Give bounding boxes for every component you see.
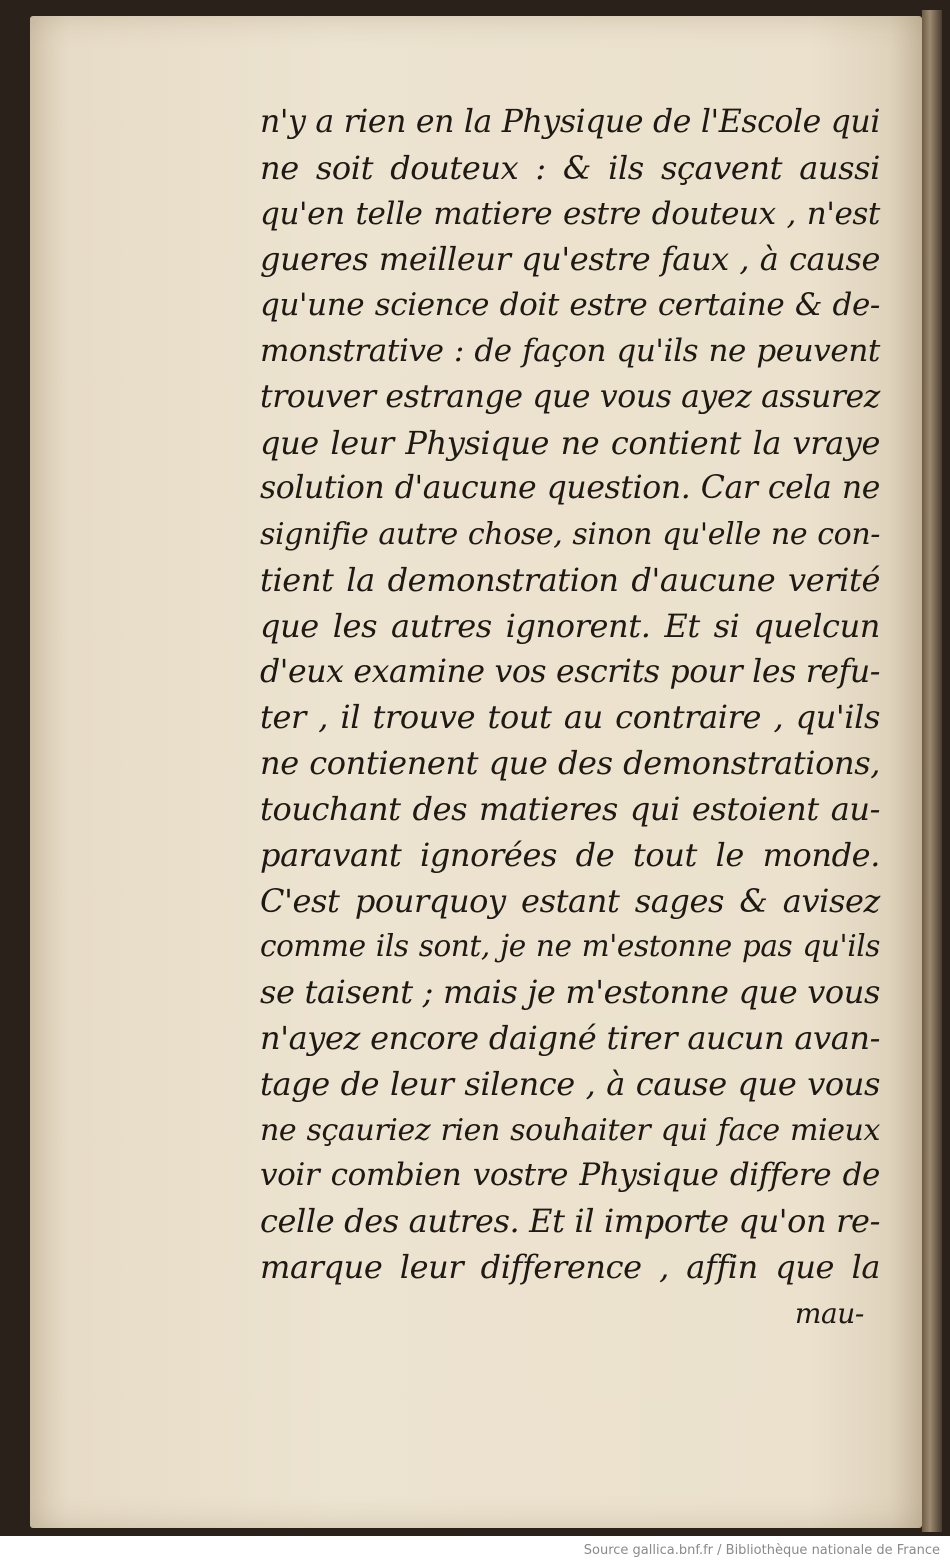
text-line: ter , il trouve tout au contraire , qu'ils <box>260 698 880 737</box>
text-line: se taisent ; mais je m'estonne que vous <box>260 973 880 1012</box>
text-line: marque leur difference , affin que la <box>260 1247 880 1286</box>
text-line: qu'une science doit estre certaine & de- <box>260 287 880 324</box>
catchword: mau- <box>794 1296 864 1330</box>
text-line: tage de leur silence , à cause que vous <box>260 1064 880 1103</box>
text-line: comme ils sont, je ne m'estonne pas qu'ils <box>260 929 880 964</box>
text-line: trouver estrange que vous ayez assurez <box>260 378 880 415</box>
text-line: n'ayez encore daigné tirer aucun avan- <box>260 1018 880 1057</box>
text-line: voir combien vostre Physique differe de <box>260 1157 880 1194</box>
text-line: qu'en telle matiere estre douteux , n'est <box>260 195 880 232</box>
text-line: signifie autre chose, sinon qu'elle ne con- <box>260 517 880 553</box>
text-line: d'eux examine vos escrits pour les refu- <box>260 653 880 690</box>
text-line: ne contienent que des demonstrations, <box>260 744 880 783</box>
page-edge <box>922 10 942 1532</box>
text-line: ne sçauriez rien souhaiter qui face mieux <box>260 1112 880 1148</box>
text-line: paravant ignorées de tout le monde. <box>260 835 880 874</box>
text-line: C'est pourquoy estant sages & avisez <box>260 881 880 920</box>
text-line: ne soit douteux : & ils sçavent aussi <box>260 148 880 187</box>
page-text <box>260 100 880 1337</box>
text-line: monstrative : de façon qu'ils ne peuvent <box>260 332 880 369</box>
text-line: que les autres ignorent. Et si quelcun <box>260 606 880 645</box>
text-line: touchant des matieres qui estoient au- <box>260 789 880 828</box>
text-line: tient la demonstration d'aucune verité <box>260 560 880 599</box>
text-line: que leur Physique ne contient la vraye <box>260 423 880 462</box>
text-line: solution d'aucune question. Car cela ne <box>260 470 880 507</box>
text-line: gueres meilleur qu'estre faux , à cause <box>260 240 880 279</box>
text-line: n'y a rien en la Physique de l'Escole qui <box>260 104 880 140</box>
text-line: celle des autres. Et il importe qu'on re- <box>260 1202 880 1241</box>
source-credit: Source gallica.bnf.fr / Bibliothèque nationale de France <box>583 1543 940 1558</box>
